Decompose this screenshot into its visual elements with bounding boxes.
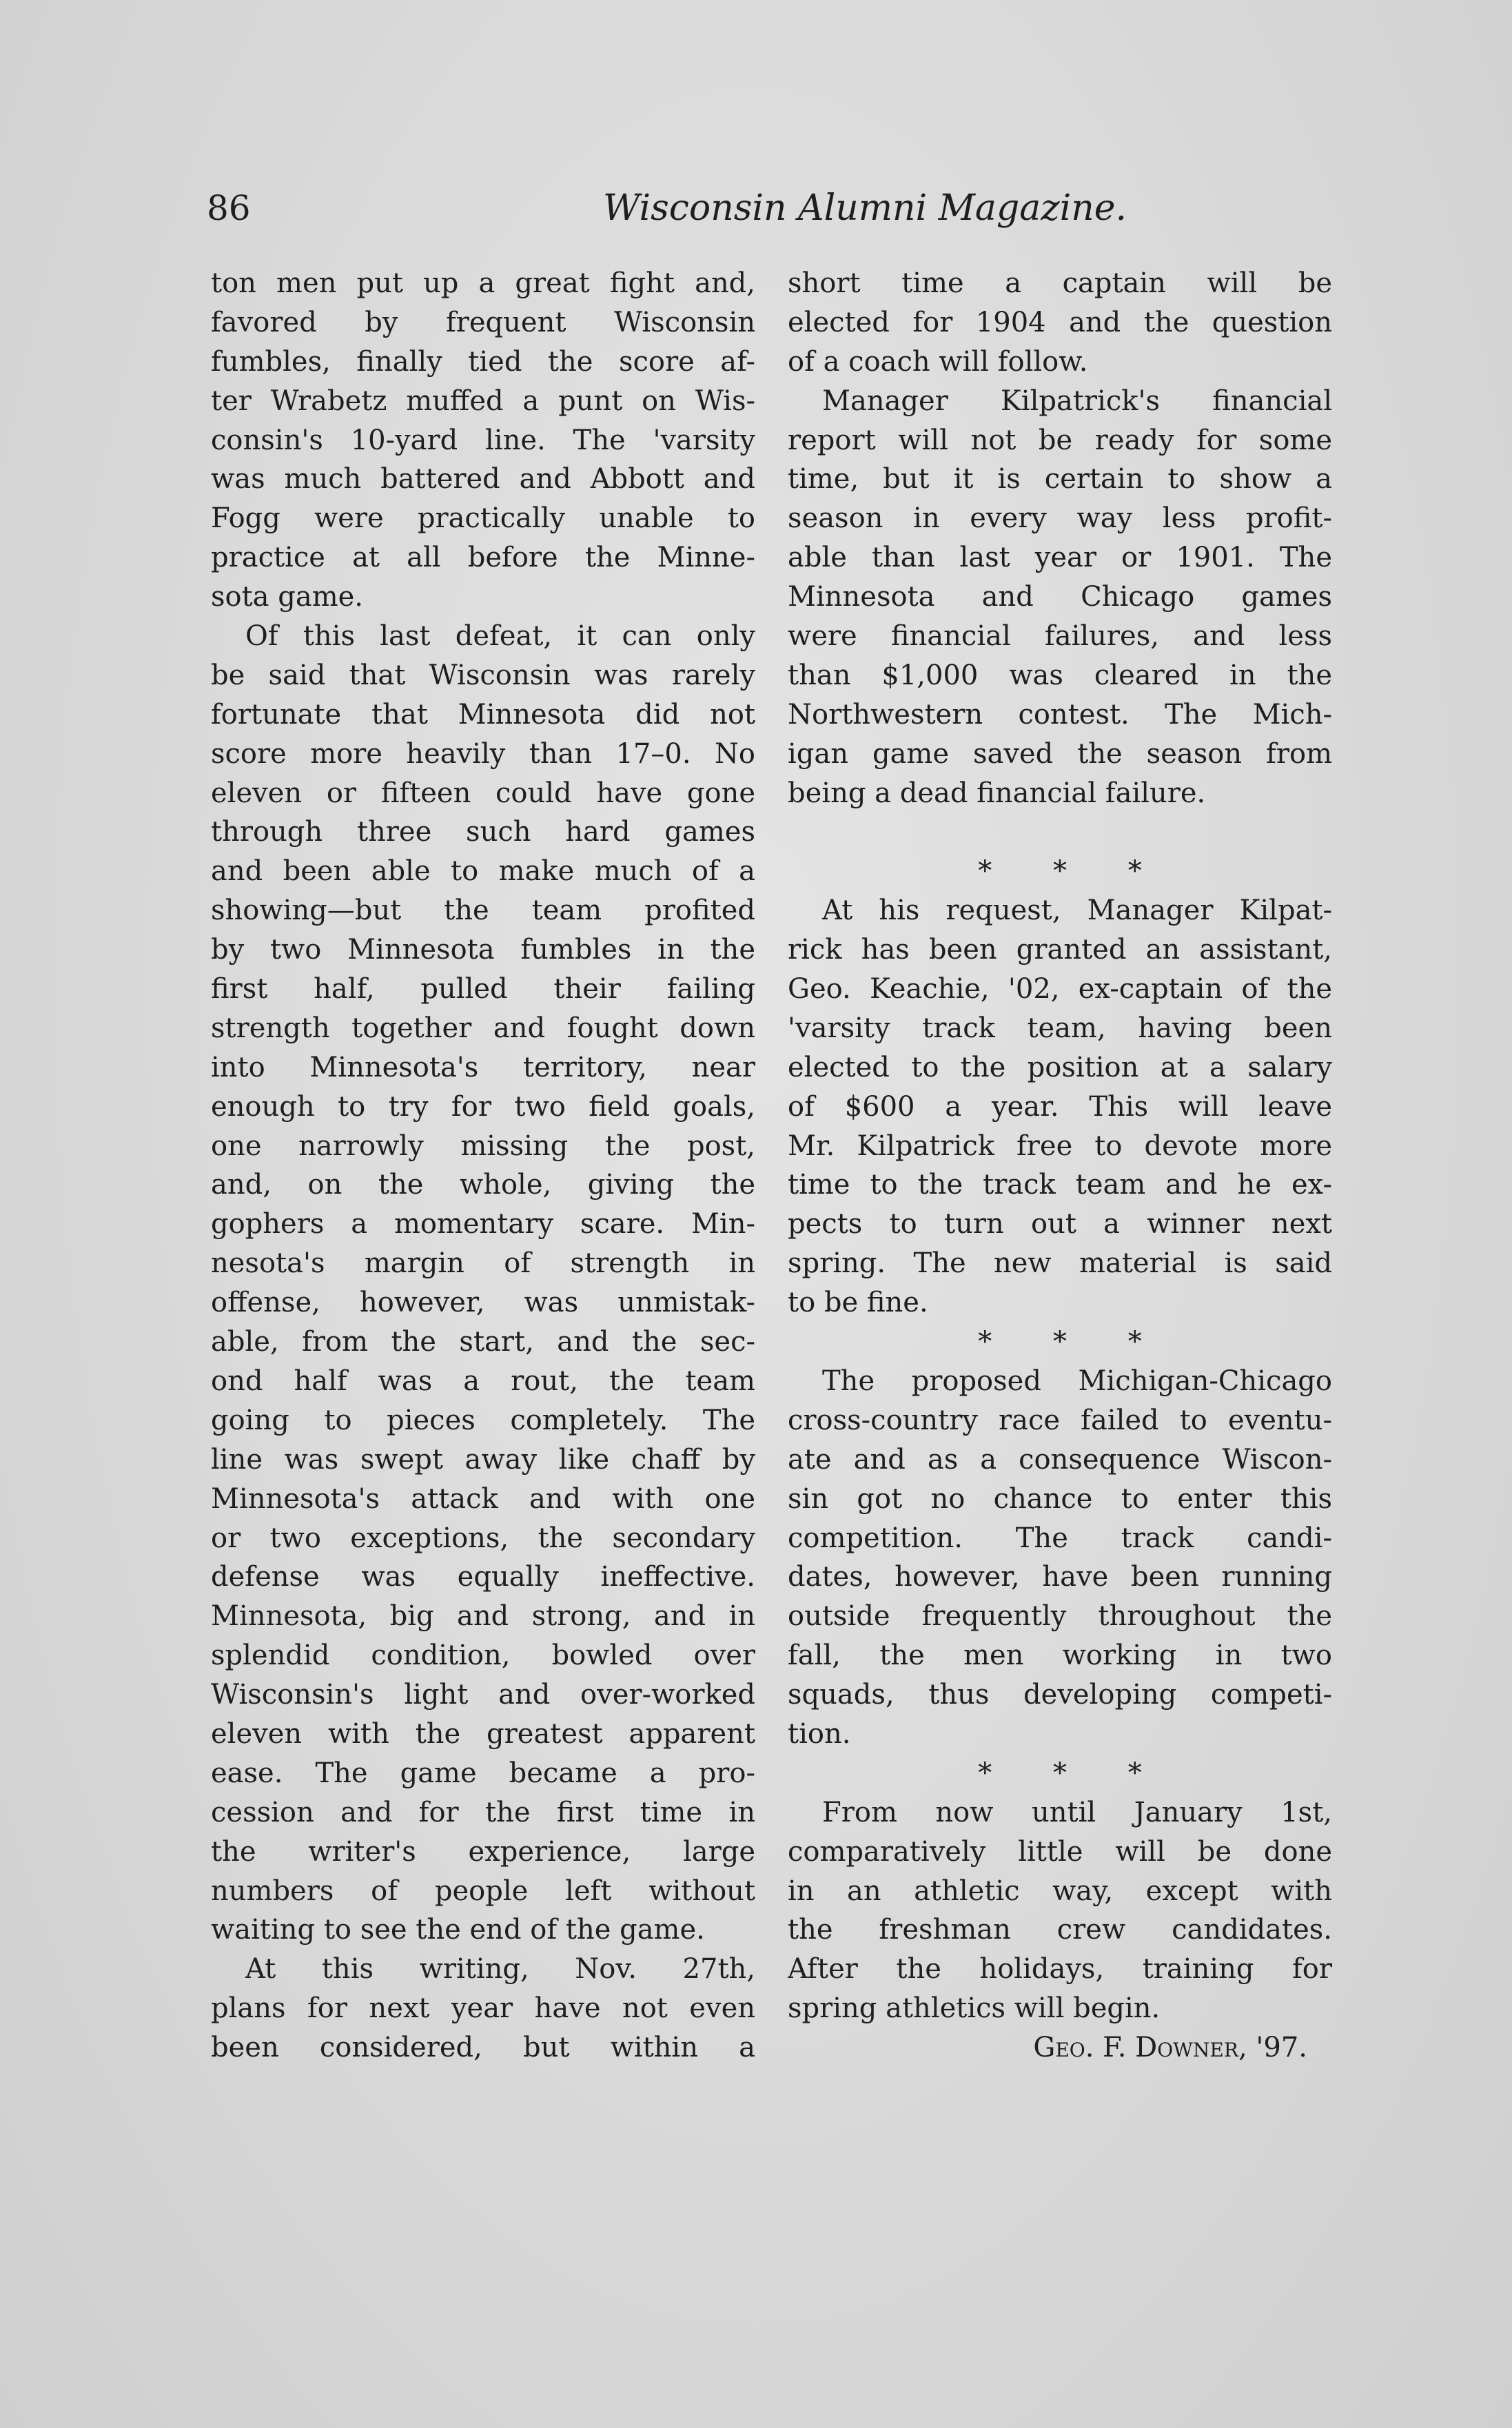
text-line: At this writing, Nov. 27th, — [245, 1953, 755, 1986]
text-line: eleven with the greatest apparent — [211, 1717, 755, 1750]
text-line: the writer's experience, large — [211, 1835, 755, 1868]
text-line: to be fine. — [788, 1287, 928, 1319]
section-separator — [788, 813, 1332, 852]
text-line: dates, however, have been running — [788, 1561, 1332, 1593]
text-line: numbers of people left without — [211, 1875, 755, 1907]
text-line: going to pieces completely. The — [211, 1404, 755, 1436]
text-line: first half, pulled their failing — [211, 973, 755, 1006]
text-line: At his request, Manager Kilpat- — [822, 895, 1332, 927]
text-line: enough to try for two field goals, — [211, 1090, 755, 1123]
text-line: 'varsity track team, having been — [788, 1012, 1332, 1044]
text-line: eleven or fifteen could have gone — [211, 777, 755, 809]
text-line: showing—but the team profited — [211, 895, 755, 927]
text-line: of a coach will follow. — [788, 345, 1088, 378]
text-line: Manager Kilpatrick's financial — [822, 385, 1332, 417]
section-separator: * * * — [978, 1757, 1168, 1789]
text-line: splendid condition, bowled over — [211, 1640, 755, 1672]
text-line: offense, however, was unmistak- — [211, 1287, 755, 1319]
text-line: tion. — [788, 1717, 851, 1750]
text-line: Mr. Kilpatrick free to devote more — [788, 1130, 1332, 1162]
text-line: ter Wrabetz muffed a punt on Wis- — [211, 385, 755, 417]
text-line: spring. The new material is said — [788, 1247, 1332, 1280]
text-line: practice at all before the Minne- — [211, 542, 755, 574]
text-line: able, from the start, and the sec- — [211, 1326, 755, 1358]
text-line: one narrowly missing the post, — [211, 1130, 755, 1162]
text-line: of $600 a year. This will leave — [788, 1090, 1332, 1123]
text-line: ate and as a consequence Wiscon- — [788, 1443, 1332, 1476]
text-line: into Minnesota's territory, near — [211, 1051, 755, 1083]
text-line: fall, the men working in two — [788, 1640, 1332, 1672]
text-line: spring athletics will begin. — [788, 1992, 1161, 2025]
text-line: fumbles, finally tied the score af- — [211, 345, 755, 378]
text-line: and been able to make much of a — [211, 855, 755, 888]
running-title: Wisconsin Alumni Magazine. — [602, 187, 1127, 229]
text-line: pects to turn out a winner next — [788, 1208, 1332, 1241]
text-line: score more heavily than 17–0. No — [211, 737, 755, 770]
text-line: Fogg were practically unable to — [211, 502, 755, 535]
author-signature: Geo. F. Downer, '97. — [1033, 2032, 1307, 2064]
text-line: From now until January 1st, — [822, 1796, 1332, 1828]
text-line: able than last year or 1901. The — [788, 542, 1332, 574]
text-line: rick has been granted an assistant, — [788, 934, 1332, 966]
paragraph-holidays — [788, 1793, 1332, 2028]
text-line: squads, thus developing competi- — [788, 1679, 1332, 1711]
section-separator: * * * — [978, 1326, 1168, 1358]
text-line: cross-country race failed to eventu- — [788, 1404, 1332, 1436]
text-line: plans for next year have not even — [211, 1992, 755, 2025]
text-line: nesota's margin of strength in — [211, 1247, 755, 1280]
text-line: gophers a momentary scare. Min- — [211, 1208, 755, 1241]
text-line: Wisconsin's light and over-worked — [211, 1679, 755, 1711]
text-line: elected to the position at a salary — [788, 1051, 1332, 1083]
text-line: After the holidays, training for — [788, 1953, 1332, 1986]
text-line: competition. The track candi- — [788, 1522, 1332, 1554]
text-line: short time a captain will be — [788, 267, 1332, 299]
page-header — [207, 181, 1337, 236]
text-line: through three such hard games — [211, 816, 755, 848]
text-line: ond half was a rout, the team — [211, 1365, 755, 1397]
text-line: season in every way less profit- — [788, 502, 1332, 535]
section-separator: * * * — [978, 855, 1168, 888]
right-column — [788, 264, 1332, 2068]
text-line: cession and for the first time in — [211, 1796, 755, 1828]
paragraph-assistant-manager — [788, 891, 1332, 1323]
paragraph-cross-country — [788, 1362, 1332, 1754]
text-line: or two exceptions, the secondary — [211, 1522, 755, 1554]
text-line: ton men put up a great fight and, — [211, 267, 755, 299]
text-line: Of this last defeat, it can only — [245, 620, 755, 653]
text-line: by two Minnesota fumbles in the — [211, 934, 755, 966]
text-line: outside frequently throughout the — [788, 1600, 1332, 1633]
text-line: Minnesota's attack and with one — [211, 1482, 755, 1515]
text-line: favored by frequent Wisconsin — [211, 306, 755, 338]
paragraph-captain — [788, 264, 1332, 382]
text-line: than $1,000 was cleared in the — [788, 659, 1332, 691]
paragraph-financial-report — [788, 382, 1332, 813]
text-line: was much battered and Abbott and — [211, 463, 755, 496]
text-line: Geo. Keachie, '02, ex-captain of the — [788, 973, 1332, 1006]
text-line: be said that Wisconsin was rarely — [211, 659, 755, 691]
text-line: and, on the whole, giving the — [211, 1169, 755, 1201]
text-line: being a dead financial failure. — [788, 777, 1206, 809]
text-line: sota game. — [211, 581, 364, 613]
text-line: were financial failures, and less — [788, 620, 1332, 653]
text-line: ease. The game became a pro- — [211, 1757, 755, 1789]
text-line: time to the track team and he ex- — [788, 1169, 1332, 1201]
text-line: the freshman crew candidates. — [788, 1914, 1332, 1946]
text-line: sin got no chance to enter this — [788, 1482, 1332, 1515]
page-number: 86 — [207, 188, 251, 228]
text-line: waiting to see the end of the game. — [211, 1914, 705, 1946]
text-line: line was swept away like chaff by — [211, 1443, 755, 1476]
text-line: comparatively little will be done — [788, 1835, 1332, 1868]
text-line: Northwestern contest. The Mich- — [788, 698, 1332, 731]
text-line: igan game saved the season from — [788, 737, 1332, 770]
text-line: in an athletic way, except with — [788, 1875, 1332, 1907]
text-line: Minnesota, big and strong, and in — [211, 1600, 755, 1633]
text-line: time, but it is certain to show a — [788, 463, 1332, 496]
text-line: Minnesota and Chicago games — [788, 581, 1332, 613]
text-line: elected for 1904 and the question — [788, 306, 1332, 338]
text-line: fortunate that Minnesota did not — [211, 698, 755, 731]
text-line: The proposed Michigan-Chicago — [822, 1365, 1332, 1397]
text-line: strength together and fought down — [211, 1012, 755, 1044]
left-column — [211, 264, 755, 2068]
text-line: report will not be ready for some — [788, 424, 1332, 456]
text-line: defense was equally ineffective. — [211, 1561, 755, 1593]
text-line: been considered, but within a — [211, 2032, 755, 2064]
text-line: consin's 10-yard line. The 'varsity — [211, 424, 755, 456]
